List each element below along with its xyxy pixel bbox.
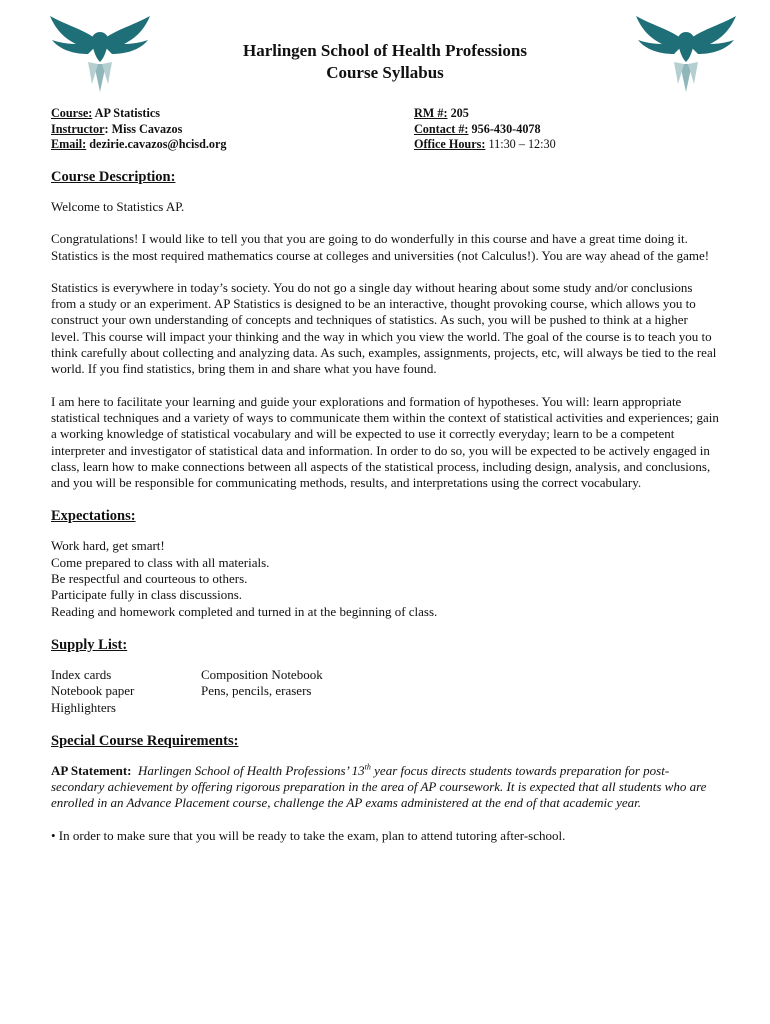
office-hours-value: 11:30 – 12:30 (485, 137, 556, 151)
description-paragraph-1: Welcome to Statistics AP. (51, 199, 185, 214)
contact-label: Contact #: (414, 121, 469, 136)
expectations-list (51, 538, 719, 619)
instructor-value: : Miss Cavazos (104, 121, 183, 136)
school-name: Harlingen School of Health Professions (243, 41, 527, 60)
supply-item: Index cards (51, 666, 112, 682)
description-paragraph-3: Statistics is everywhere in today’s society. You do not go a single day without hearing about some study and/or conclusions from a study or an experiment. AP Statistics is designed to be an interactive, thought provoking course, which allows you to construct your own understanding of concepts and techniques of statistics. As such, you will be pushed to think at a higher level. This course will impact your thinking and the way in which you view the world. The goal of the course is to teach you to think carefully about collecting and analyzing data. As such, examples, assignments, projects, etc, will always be tied to the real world. If you find statistics, bring them in and share what you have found. (51, 279, 717, 377)
email-value: dezirie.cavazos@hcisd.org (86, 137, 227, 151)
syllabus-body (51, 168, 719, 860)
email-row (51, 137, 227, 153)
supply-item: Pens, pencils, erasers (201, 683, 312, 699)
supply-column-right (201, 667, 323, 716)
document-title (0, 40, 770, 84)
expectation-item: Participate fully in class discussions. (51, 587, 243, 603)
course-label: Course: (51, 106, 93, 120)
course-info-left (51, 106, 227, 153)
course-row (51, 106, 227, 122)
expectations-heading: Expectations: (51, 508, 136, 525)
office-hours-row (414, 137, 556, 153)
description-paragraph-4: I am here to facilitate your learning and guide your explorations and formation of hypotheses. You will: learn appropriate statistical techniques and a variety of ways to communicate them within the context of statistical activities and experiences; gain a working knowledge of statistical vocabulary and will be expected to use it correctly everyday; learn to be a competent interpreter and investigator of statistical data and information. In order to do so, you will be expected to be actively engaged in class, learn how to make connections between all aspects of the statistical process, including design, analysis, and conclusions, and you will be responsible for communicating methods, results, and interpretations using the correct vocabulary. (51, 393, 719, 491)
special-requirements-heading: Special Course Requirements: (51, 732, 239, 749)
ap-statement-text-a: Harlingen School of Health Professions’ 13 (138, 762, 365, 778)
office-hours-label: Office Hours: (414, 137, 486, 151)
expectation-item: Be respectful and courteous to others. (51, 571, 248, 587)
room-value: 205 (447, 106, 469, 120)
ap-statement-label: AP Statement: (51, 762, 132, 778)
supply-list (51, 667, 719, 716)
room-row (414, 106, 556, 122)
ap-statement-sup: th (364, 762, 371, 772)
ap-statement (51, 763, 719, 812)
room-label: RM #: (414, 106, 448, 120)
expectation-item: Work hard, get smart! (51, 538, 165, 554)
tutoring-bullet: • In order to make sure that you will be ready to take the exam, plan to attend tutoring after-school. (51, 827, 566, 843)
supply-list-heading: Supply List: (51, 636, 128, 653)
ap-statement-text-b: year focus directs students towards preparation for post-secondary achievement by offering rigorous preparation in the area of AP coursework. It is expected that all students who are enrolled in an Advance Placement course, challenge the AP exams administered at the end of that academic year. (51, 762, 707, 811)
supply-column-left (51, 667, 201, 716)
contact-value: 956-430-4078 (468, 121, 541, 136)
contact-row (414, 122, 556, 138)
supply-item: Highlighters (51, 699, 116, 715)
email-label: Email: (51, 137, 87, 151)
course-info-right (414, 106, 556, 153)
instructor-label: Instructor (51, 121, 105, 136)
document-subtitle: Course Syllabus (326, 63, 444, 82)
expectation-item: Come prepared to class with all materials. (51, 554, 270, 570)
course-description-heading: Course Description: (51, 169, 176, 185)
description-paragraph-2: Congratulations! I would like to tell you that you are going to do wonderfully in this course and have a great time doing it. Statistics is the most required mathematics course at colleges and universities (not Calculus!). You are way ahead of the game! (51, 231, 710, 263)
expectation-item: Reading and homework completed and turned in at the beginning of class. (51, 603, 438, 619)
supply-item: Notebook paper (51, 683, 135, 699)
instructor-row (51, 122, 227, 138)
supply-item: Composition Notebook (201, 666, 323, 682)
course-value: AP Statistics (92, 106, 161, 120)
